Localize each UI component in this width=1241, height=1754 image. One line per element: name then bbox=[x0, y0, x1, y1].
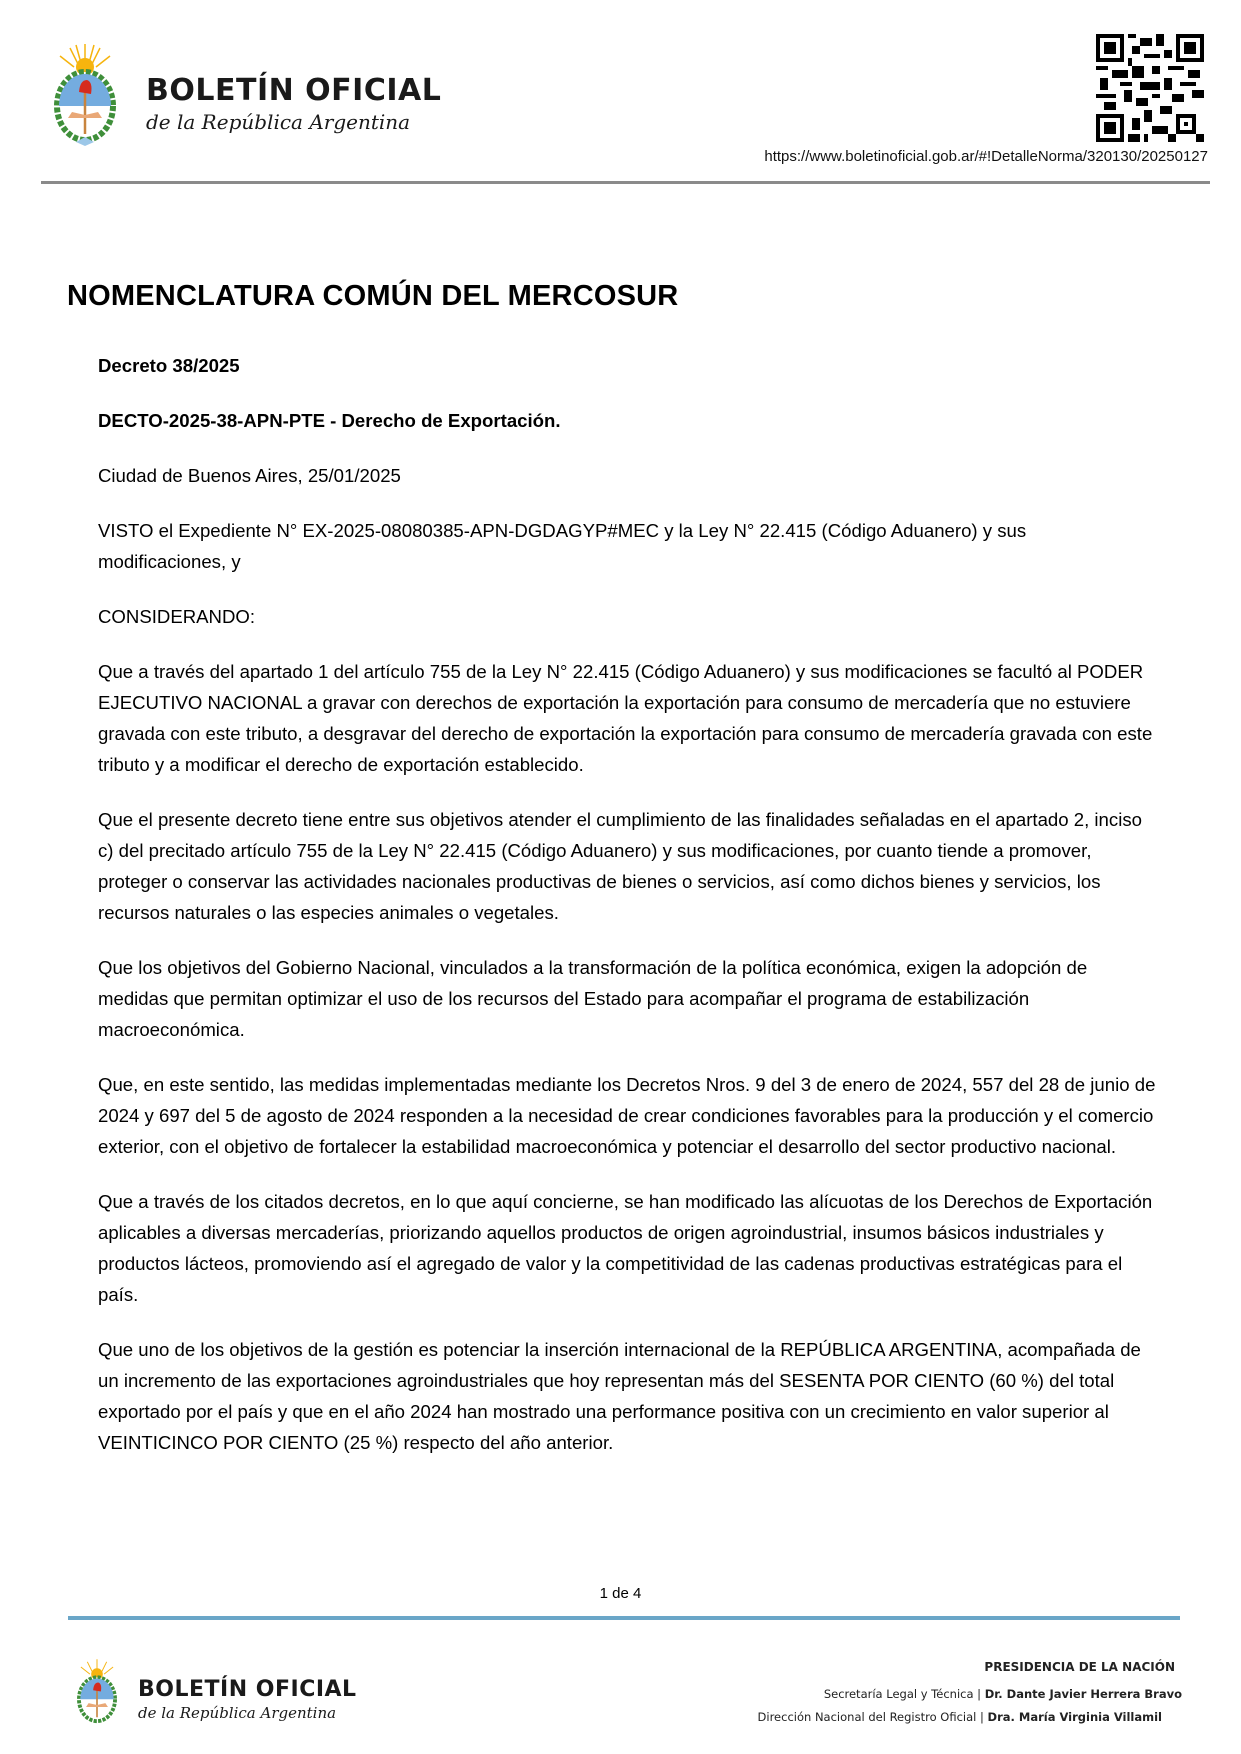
header-logo bbox=[40, 42, 441, 160]
footer-divider bbox=[68, 1616, 1180, 1620]
header-divider bbox=[41, 181, 1210, 184]
logo-subtitle: de la República Argentina bbox=[146, 110, 411, 134]
footer-line-2 bbox=[758, 1712, 1162, 1724]
coat-of-arms-icon bbox=[40, 42, 130, 160]
paragraph: Que, en este sentido, las medidas implementadas mediante los Decretos Nros. 9 del 3 de enero de 2024, 557 del 28 de junio de 2024 y 697 del 5 de agosto de 2024 responden a la necesidad de crear condiciones favorables para la producción y el comercio exterior, con el objetivo de fortalecer la estabilidad macroeconómica y potenciar el desarrollo del sector productivo nacional. bbox=[98, 1074, 1156, 1157]
logo-title: BOLETÍN OFICIAL bbox=[146, 73, 442, 108]
page-indicator: 1 de 4 bbox=[599, 1585, 642, 1602]
paragraph: Que a través del apartado 1 del artículo 755 de la Ley N° 22.415 (Código Aduanero) y sus modificaciones se facultó al PODER EJECUTIVO NACIONAL a gravar con derechos de exportación la exportación para consumo de mercadería que no estuviere gravada con este tributo, a desgravar del derecho de exportación la exportación para consumo de mercadería gravada con este tributo y a modificar el derecho de exportación establecido. bbox=[98, 661, 1153, 775]
place-date: Ciudad de Buenos Aires, 25/01/2025 bbox=[98, 465, 401, 486]
footer-line-1 bbox=[824, 1689, 1182, 1701]
footer-logo-subtitle: de la República Argentina bbox=[138, 1704, 337, 1722]
visto-paragraph: VISTO el Expediente N° EX-2025-08080385-APN-DGDAGYP#MEC y la Ley N° 22.415 (Código Aduanero) y sus modificaciones, y bbox=[98, 520, 1027, 572]
document-body bbox=[98, 350, 1158, 1482]
legal-secretariat-name: Dr. Dante Javier Herrera Bravo bbox=[984, 1687, 1182, 1701]
considerando-heading: CONSIDERANDO: bbox=[98, 606, 256, 627]
registry-director-name: Dra. María Virginia Villamil bbox=[987, 1710, 1162, 1724]
paragraph: Que el presente decreto tiene entre sus objetivos atender el cumplimiento de las finalidades señaladas en el apartado 2, inciso c) del precitado artículo 755 de la Ley N° 22.415 (Código Aduanero) y sus modificaciones, por cuanto tiende a promover, proteger o conservar las actividades nacionales productivas de bienes o servicios, así como dichos bienes y servicios, los recursos naturales o las especies animales o vegetales. bbox=[98, 809, 1142, 923]
footer-logo-title: BOLETÍN OFICIAL bbox=[138, 1677, 357, 1702]
decree-code: DECTO-2025-38-APN-PTE - Derecho de Exportación. bbox=[98, 410, 561, 431]
presidency-label: PRESIDENCIA DE LA NACIÓN bbox=[984, 1660, 1175, 1674]
coat-of-arms-icon bbox=[68, 1652, 126, 1740]
paragraph: Que uno de los objetivos de la gestión es potenciar la inserción internacional de la REPÚBLICA ARGENTINA, acompañada de un incremento de las exportaciones agroindustriales que hoy representan más del SESENTA POR CIENTO (60 %) del total exportado por el país y que en el año 2024 han mostrado una performance positiva con un crecimiento en valor superior al VEINTICINCO POR CIENTO (25 %) respecto del año anterior. bbox=[98, 1339, 1141, 1453]
decree-number: Decreto 38/2025 bbox=[98, 355, 240, 376]
document-url-link[interactable]: https://www.boletinoficial.gob.ar/#!DetalleNorma/320130/20250127 bbox=[764, 148, 1208, 165]
registry-label: Dirección Nacional del Registro Oficial | bbox=[757, 1710, 988, 1724]
legal-secretariat-label: Secretaría Legal y Técnica | bbox=[823, 1687, 985, 1701]
paragraph: Que a través de los citados decretos, en lo que aquí concierne, se han modificado las alícuotas de los Derechos de Exportación aplicables a diversas mercaderías, priorizando aquellos productos de origen agroindustrial, insumos básicos industriales y productos lácteos, promoviendo así el agregado de valor y la competitividad de las cadenas productivas estratégicas para el país. bbox=[98, 1191, 1153, 1305]
qr-code-icon bbox=[1096, 34, 1204, 142]
footer-logo bbox=[68, 1652, 357, 1740]
section-title: NOMENCLATURA COMÚN DEL MERCOSUR bbox=[67, 280, 679, 312]
paragraph: Que los objetivos del Gobierno Nacional, vinculados a la transformación de la política económica, exigen la adopción de medidas que permitan optimizar el uso de los recursos del Estado para acompañar el programa de estabilización macroeconómica. bbox=[98, 957, 1088, 1040]
